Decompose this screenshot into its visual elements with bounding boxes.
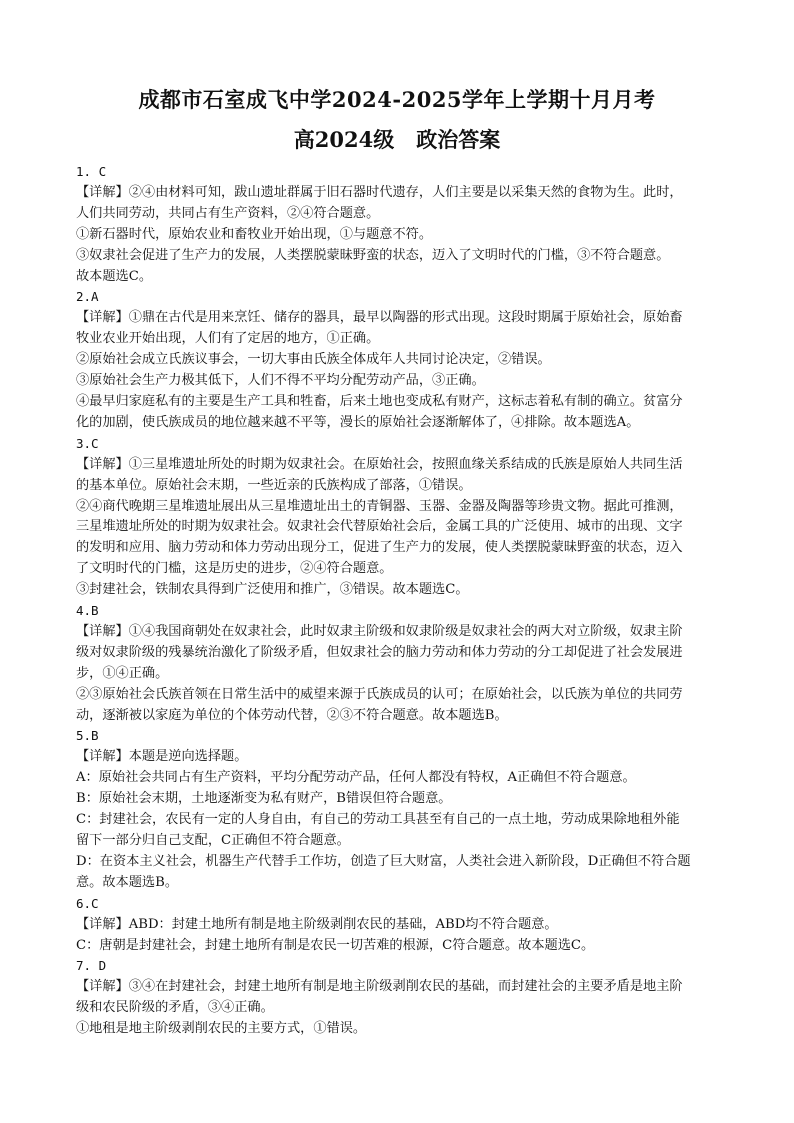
answer-line: 3.C (76, 435, 99, 451)
answer-line: D：在资本主义社会，机器生产代替手工作坊，创造了巨大财富，人类社会进入新阶段，D正确但不符合题 (76, 853, 691, 869)
answer-line: 三星堆遗址所处的时期为奴隶社会。奴隶社会代替原始社会后，金属工具的广泛使用、城市的出现、文字 (76, 519, 683, 535)
answer-line: 4.B (76, 603, 99, 619)
answer-line: 的发明和应用、脑力劳动和体力劳动出现分工，促进了生产力的发展，使人类摆脱蒙昧野蛮的状态，迈入 (76, 540, 683, 556)
answer-line: 【详解】①鼎在古代是用来烹饪、储存的器具，最早以陶器的形式出现。这段时期属于原始社会，原始畜 (76, 310, 683, 326)
grade-label: 高2024级 (293, 127, 395, 152)
answer-line: 【详解】①④我国商朝处在奴隶社会，此时奴隶主阶级和奴隶阶级是奴隶社会的两大对立阶级，奴隶主阶 (76, 623, 683, 639)
answer-line: 【详解】③④在封建社会，封建土地所有制是地主阶级剥削农民的基础，而封建社会的主要矛盾是地主阶 (76, 979, 683, 995)
answer-line: 级对奴隶阶级的残暴统治激化了阶级矛盾，但奴隶社会的脑力劳动和体力劳动的分工却促进了社会发展进 (76, 644, 683, 660)
answer-line: 的基本单位。原始社会末期，一些近亲的氏族构成了部落，①错误。 (76, 477, 472, 493)
answer-line: 人们共同劳动，共同占有生产资料，②④符合题意。 (76, 205, 380, 221)
answer-line: ②④商代晚期三星堆遗址展出从三星堆遗址出土的青铜器、玉器、金器及陶器等珍贵文物。据此可推测， (76, 498, 683, 514)
answer-line: C：封建社会，农民有一定的人身自由，有自己的劳动工具甚至有自己的一点土地，劳动成果除地租外能 (76, 812, 680, 828)
answer-line: 故本题选C。 (76, 268, 153, 284)
answer-body (76, 162, 728, 1040)
answer-line: ②③原始社会氏族首领在日常生活中的威望来源于氏族成员的认可；在原始社会，以氏族为单位的共同劳 (76, 686, 683, 702)
answer-line: 【详解】①三星堆遗址所处的时期为奴隶社会。在原始社会，按照血缘关系结成的氏族是原始人共同生活 (76, 456, 683, 472)
answer-line: 了文明时代的门槛，这是历史的进步，②④符合题意。 (76, 561, 393, 577)
answer-line: 意。故本题选B。 (76, 874, 179, 890)
answer-line: ③封建社会，铁制农具得到广泛使用和推广，③错误。故本题选C。 (76, 582, 469, 598)
answer-line: ②原始社会成立氏族议事会，一切大事由氏族全体成年人共同讨论决定，②错误。 (76, 352, 551, 368)
answer-line: 1. C (76, 164, 107, 179)
document-subtitle (0, 124, 794, 154)
answer-line: ①地租是地主阶级剥削农民的主要方式，①错误。 (76, 1021, 367, 1037)
answer-line: ①新石器时代，原始农业和畜牧业开始出现，①与题意不符。 (76, 226, 433, 242)
answer-line: 6.C (76, 895, 99, 911)
answer-line: C：唐朝是封建社会，封建土地所有制是农民一切苦难的根源，C符合题意。故本题选C。 (76, 937, 595, 953)
answer-line: 7. D (76, 958, 107, 974)
document-title: 成都市石室成飞中学2024-2025学年上学期十月月考 (138, 87, 656, 112)
answer-line: 留下一部分归自己支配，C正确但不符合题意。 (76, 833, 350, 848)
answer-line: A：原始社会共同占有生产资料，平均分配劳动产品，任何人都没有特权，A正确但不符合题意。 (76, 770, 636, 786)
answer-line: 动，逐渐被以家庭为单位的个体劳动代替，②③不符合题意。故本题选B。 (76, 707, 508, 723)
answer-line: 【详解】本题是逆向选择题。 (76, 749, 248, 765)
subject-label: 政治答案 (416, 127, 501, 152)
answer-line: 牧业农业开始出现，人们有了定居的地方，①正确。 (76, 331, 380, 347)
answer-line: ④最早归家庭私有的主要是生产工具和牲畜，后来土地也变成私有财产，这标志着私有制的确立。贫富分 (76, 393, 683, 409)
answer-line: 步，①④正确。 (76, 665, 169, 681)
answer-line: 2.A (76, 289, 99, 305)
answer-line: 级和农民阶级的矛盾，③④正确。 (76, 1000, 274, 1016)
answer-line: 化的加剧，使氏族成员的地位越来越不平等，漫长的原始社会逐渐解体了，④排除。故本题选A。 (76, 414, 640, 430)
answer-line: 【详解】②④由材料可知，跋山遗址群属于旧石器时代遗存，人们主要是以采集天然的食物为生。此时， (76, 184, 683, 200)
answer-line: B：原始社会末期，土地逐渐变为私有财产，B错误但符合题意。 (76, 791, 452, 807)
answer-line: 【详解】ABD：封建土地所有制是地主阶级剥削农民的基础，ABD均不符合题意。 (76, 916, 558, 932)
answer-line: 5.B (76, 728, 99, 744)
answer-line: ③奴隶社会促进了生产力的发展，人类摆脱蒙昧野蛮的状态，迈入了文明时代的门槛，③不符合题意。 (76, 247, 670, 263)
answer-line: ③原始社会生产力极其低下，人们不得不平均分配劳动产品，③正确。 (76, 373, 485, 389)
